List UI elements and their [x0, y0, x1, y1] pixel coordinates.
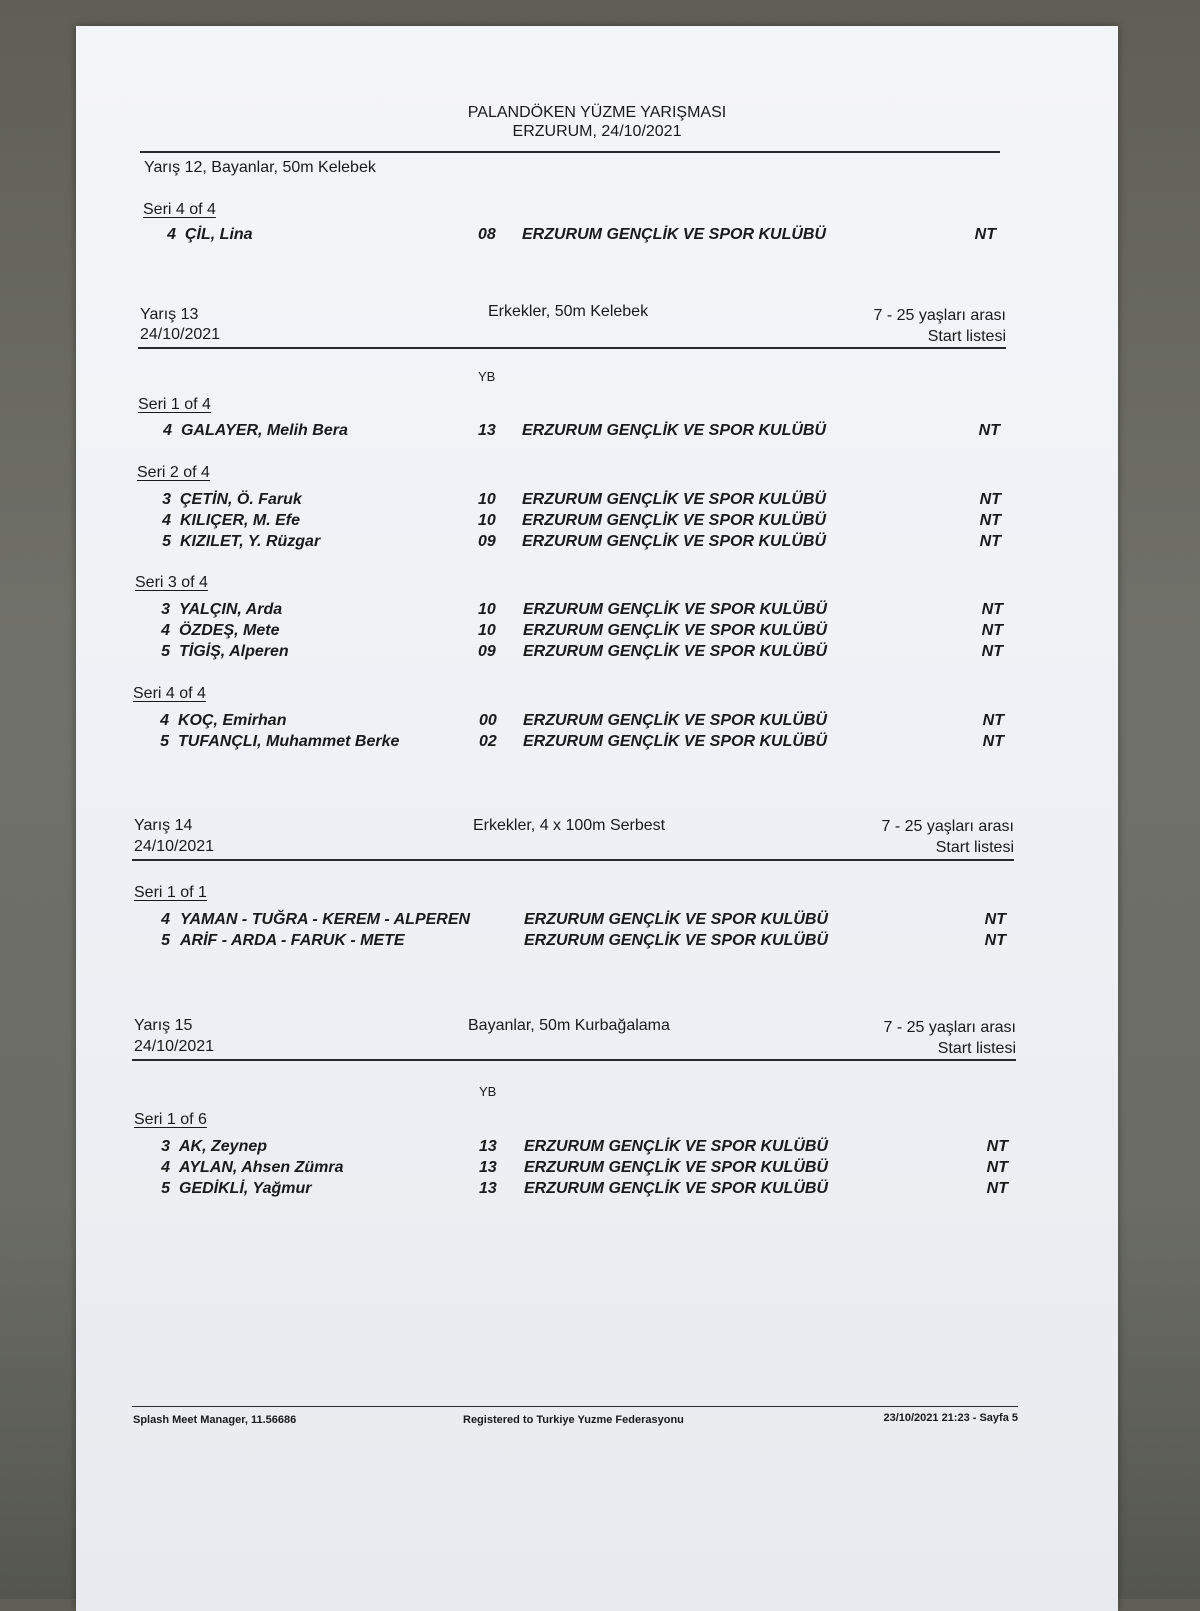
printed-start-list-sheet — [76, 26, 1118, 1611]
birth-year: 09 — [478, 643, 496, 660]
swimmer-name: KOÇ, Emirhan — [178, 712, 287, 729]
lane-number: 4 — [160, 712, 169, 729]
table-row — [76, 422, 1118, 444]
event-15-name: Bayanlar, 50m Kurbağalama — [468, 1017, 670, 1034]
entry-time: NT — [981, 643, 1003, 660]
event-13-number: Yarış 13 — [140, 306, 199, 323]
swimmer-name: YALÇIN, Arda — [179, 601, 283, 618]
table-row — [76, 512, 1118, 534]
competition-title: PALANDÖKEN YÜZME YARIŞMASI — [467, 104, 727, 121]
entry-time: NT — [986, 1180, 1008, 1197]
club-name: ERZURUM GENÇLİK VE SPOR KULÜBÜ — [522, 533, 827, 550]
event-14-rule — [132, 859, 1014, 861]
swimmer-name: ÖZDEŞ, Mete — [179, 622, 280, 639]
lane-number: 4 — [161, 911, 170, 928]
footer-registration: Registered to Turkiye Yuzme Federasyonu — [463, 1414, 684, 1426]
entry-time: NT — [986, 1159, 1008, 1176]
table-row — [76, 911, 1118, 933]
birth-year: 10 — [478, 491, 496, 508]
footer-timestamp-page: 23/10/2021 21:23 - Sayfa 5 — [883, 1412, 1018, 1424]
table-row — [76, 533, 1118, 555]
entry-time: NT — [974, 226, 996, 243]
club-name: ERZURUM GENÇLİK VE SPOR KULÜBÜ — [523, 733, 828, 750]
birth-year: 13 — [479, 1138, 497, 1155]
lane-number: 4 — [163, 422, 172, 439]
birth-year: 10 — [478, 601, 496, 618]
footer-rule — [132, 1406, 1018, 1407]
swimmer-name: GALAYER, Melih Bera — [181, 422, 348, 439]
table-row — [76, 643, 1118, 665]
event-15-date: 24/10/2021 — [134, 1038, 215, 1055]
lane-number: 4 — [167, 226, 176, 243]
birth-year: 13 — [479, 1180, 497, 1197]
lane-number: 5 — [161, 932, 170, 949]
entry-time: NT — [979, 533, 1001, 550]
birth-year: 09 — [478, 533, 496, 550]
swimmer-name: AK, Zeynep — [179, 1138, 268, 1155]
birth-year: 02 — [479, 733, 497, 750]
event-15-number: Yarış 15 — [134, 1017, 193, 1034]
event-13-rule — [138, 347, 1006, 349]
lane-number: 5 — [161, 643, 170, 660]
entry-time: NT — [978, 422, 1000, 439]
swimmer-name: TİGİŞ, Alperen — [179, 643, 289, 660]
event-13-list-type: Start listesi — [927, 328, 1006, 345]
entry-time: NT — [981, 601, 1003, 618]
entry-time: NT — [981, 622, 1003, 639]
event-12-title: Yarış 12, Bayanlar, 50m Kelebek — [144, 159, 376, 176]
lane-number: 5 — [162, 533, 171, 550]
entry-time: NT — [984, 911, 1006, 928]
club-name: ERZURUM GENÇLİK VE SPOR KULÜBÜ — [524, 911, 829, 928]
relay-team-name: YAMAN - TUĞRA - KEREM - ALPEREN — [180, 911, 471, 928]
club-name: ERZURUM GENÇLİK VE SPOR KULÜBÜ — [522, 422, 827, 439]
club-name: ERZURUM GENÇLİK VE SPOR KULÜBÜ — [523, 601, 828, 618]
lane-number: 3 — [161, 601, 170, 618]
club-name: ERZURUM GENÇLİK VE SPOR KULÜBÜ — [522, 226, 827, 243]
event-13-heat-2-label: Seri 2 of 4 — [137, 464, 210, 481]
table-row — [76, 733, 1118, 755]
birth-year: 13 — [478, 422, 496, 439]
table-row — [76, 1180, 1118, 1202]
swimmer-name: KILIÇER, M. Efe — [180, 512, 301, 529]
event-13-heat-3-label: Seri 3 of 4 — [135, 574, 208, 591]
swimmer-name: TUFANÇLI, Muhammet Berke — [178, 733, 400, 750]
event-15-heat-1-label: Seri 1 of 6 — [134, 1111, 207, 1128]
event-14-number: Yarış 14 — [134, 817, 193, 834]
event-14-list-type: Start listesi — [935, 839, 1014, 856]
event-14-name: Erkekler, 4 x 100m Serbest — [473, 817, 666, 834]
event-15-age-range: 7 - 25 yaşları arası — [883, 1019, 1016, 1036]
event-13-date: 24/10/2021 — [140, 326, 221, 343]
birth-year: 08 — [478, 226, 496, 243]
table-row — [76, 601, 1118, 623]
club-name: ERZURUM GENÇLİK VE SPOR KULÜBÜ — [523, 643, 828, 660]
entry-time: NT — [984, 932, 1006, 949]
club-name: ERZURUM GENÇLİK VE SPOR KULÜBÜ — [524, 1138, 829, 1155]
swimmer-name: AYLAN, Ahsen Zümra — [179, 1159, 344, 1176]
club-name: ERZURUM GENÇLİK VE SPOR KULÜBÜ — [524, 1180, 829, 1197]
table-row — [76, 491, 1118, 513]
footer-software: Splash Meet Manager, 11.56686 — [133, 1414, 297, 1426]
lane-number: 5 — [160, 733, 169, 750]
event-13-heat-1-label: Seri 1 of 4 — [138, 396, 211, 413]
table-row — [76, 622, 1118, 644]
entry-time: NT — [982, 733, 1004, 750]
entry-time: NT — [979, 512, 1001, 529]
entry-time: NT — [979, 491, 1001, 508]
table-row — [76, 226, 1118, 248]
club-name: ERZURUM GENÇLİK VE SPOR KULÜBÜ — [523, 712, 828, 729]
relay-team-name: ARİF - ARDA - FARUK - METE — [180, 932, 405, 949]
event-13-name: Erkekler, 50m Kelebek — [488, 303, 649, 320]
birth-year: 13 — [479, 1159, 497, 1176]
club-name: ERZURUM GENÇLİK VE SPOR KULÜBÜ — [522, 491, 827, 508]
lane-number: 3 — [162, 491, 171, 508]
table-row — [76, 712, 1118, 734]
event-14-heat-1-label: Seri 1 of 1 — [134, 884, 207, 901]
competition-location-date: ERZURUM, 24/10/2021 — [512, 123, 682, 140]
event-14-date: 24/10/2021 — [134, 838, 215, 855]
birth-year: 10 — [478, 512, 496, 529]
swimmer-name: KIZILET, Y. Rüzgar — [180, 533, 321, 550]
lane-number: 5 — [161, 1180, 170, 1197]
table-row — [76, 1138, 1118, 1160]
header-rule — [140, 151, 1000, 153]
swimmer-name: GEDİKLİ, Yağmur — [179, 1180, 312, 1197]
club-name: ERZURUM GENÇLİK VE SPOR KULÜBÜ — [522, 512, 827, 529]
birth-year: 00 — [479, 712, 497, 729]
swimmer-name: ÇİL, Lina — [185, 226, 253, 243]
event-13-age-range: 7 - 25 yaşları arası — [873, 307, 1006, 324]
lane-number: 4 — [162, 512, 171, 529]
club-name: ERZURUM GENÇLİK VE SPOR KULÜBÜ — [524, 932, 829, 949]
entry-time: NT — [986, 1138, 1008, 1155]
lane-number: 4 — [161, 1159, 170, 1176]
birth-year-header: YB — [478, 369, 496, 384]
table-row — [76, 932, 1118, 954]
event-15-list-type: Start listesi — [937, 1040, 1016, 1057]
entry-time: NT — [982, 712, 1004, 729]
club-name: ERZURUM GENÇLİK VE SPOR KULÜBÜ — [524, 1159, 829, 1176]
birth-year-header: YB — [479, 1084, 497, 1099]
event-14-age-range: 7 - 25 yaşları arası — [881, 818, 1014, 835]
event-12-heat-label: Seri 4 of 4 — [143, 201, 216, 218]
event-13-heat-4-label: Seri 4 of 4 — [133, 685, 206, 702]
birth-year: 10 — [478, 622, 496, 639]
table-row — [76, 1159, 1118, 1181]
lane-number: 4 — [161, 622, 170, 639]
swimmer-name: ÇETİN, Ö. Faruk — [180, 491, 302, 508]
club-name: ERZURUM GENÇLİK VE SPOR KULÜBÜ — [523, 622, 828, 639]
lane-number: 3 — [161, 1138, 170, 1155]
event-15-rule — [132, 1059, 1016, 1061]
